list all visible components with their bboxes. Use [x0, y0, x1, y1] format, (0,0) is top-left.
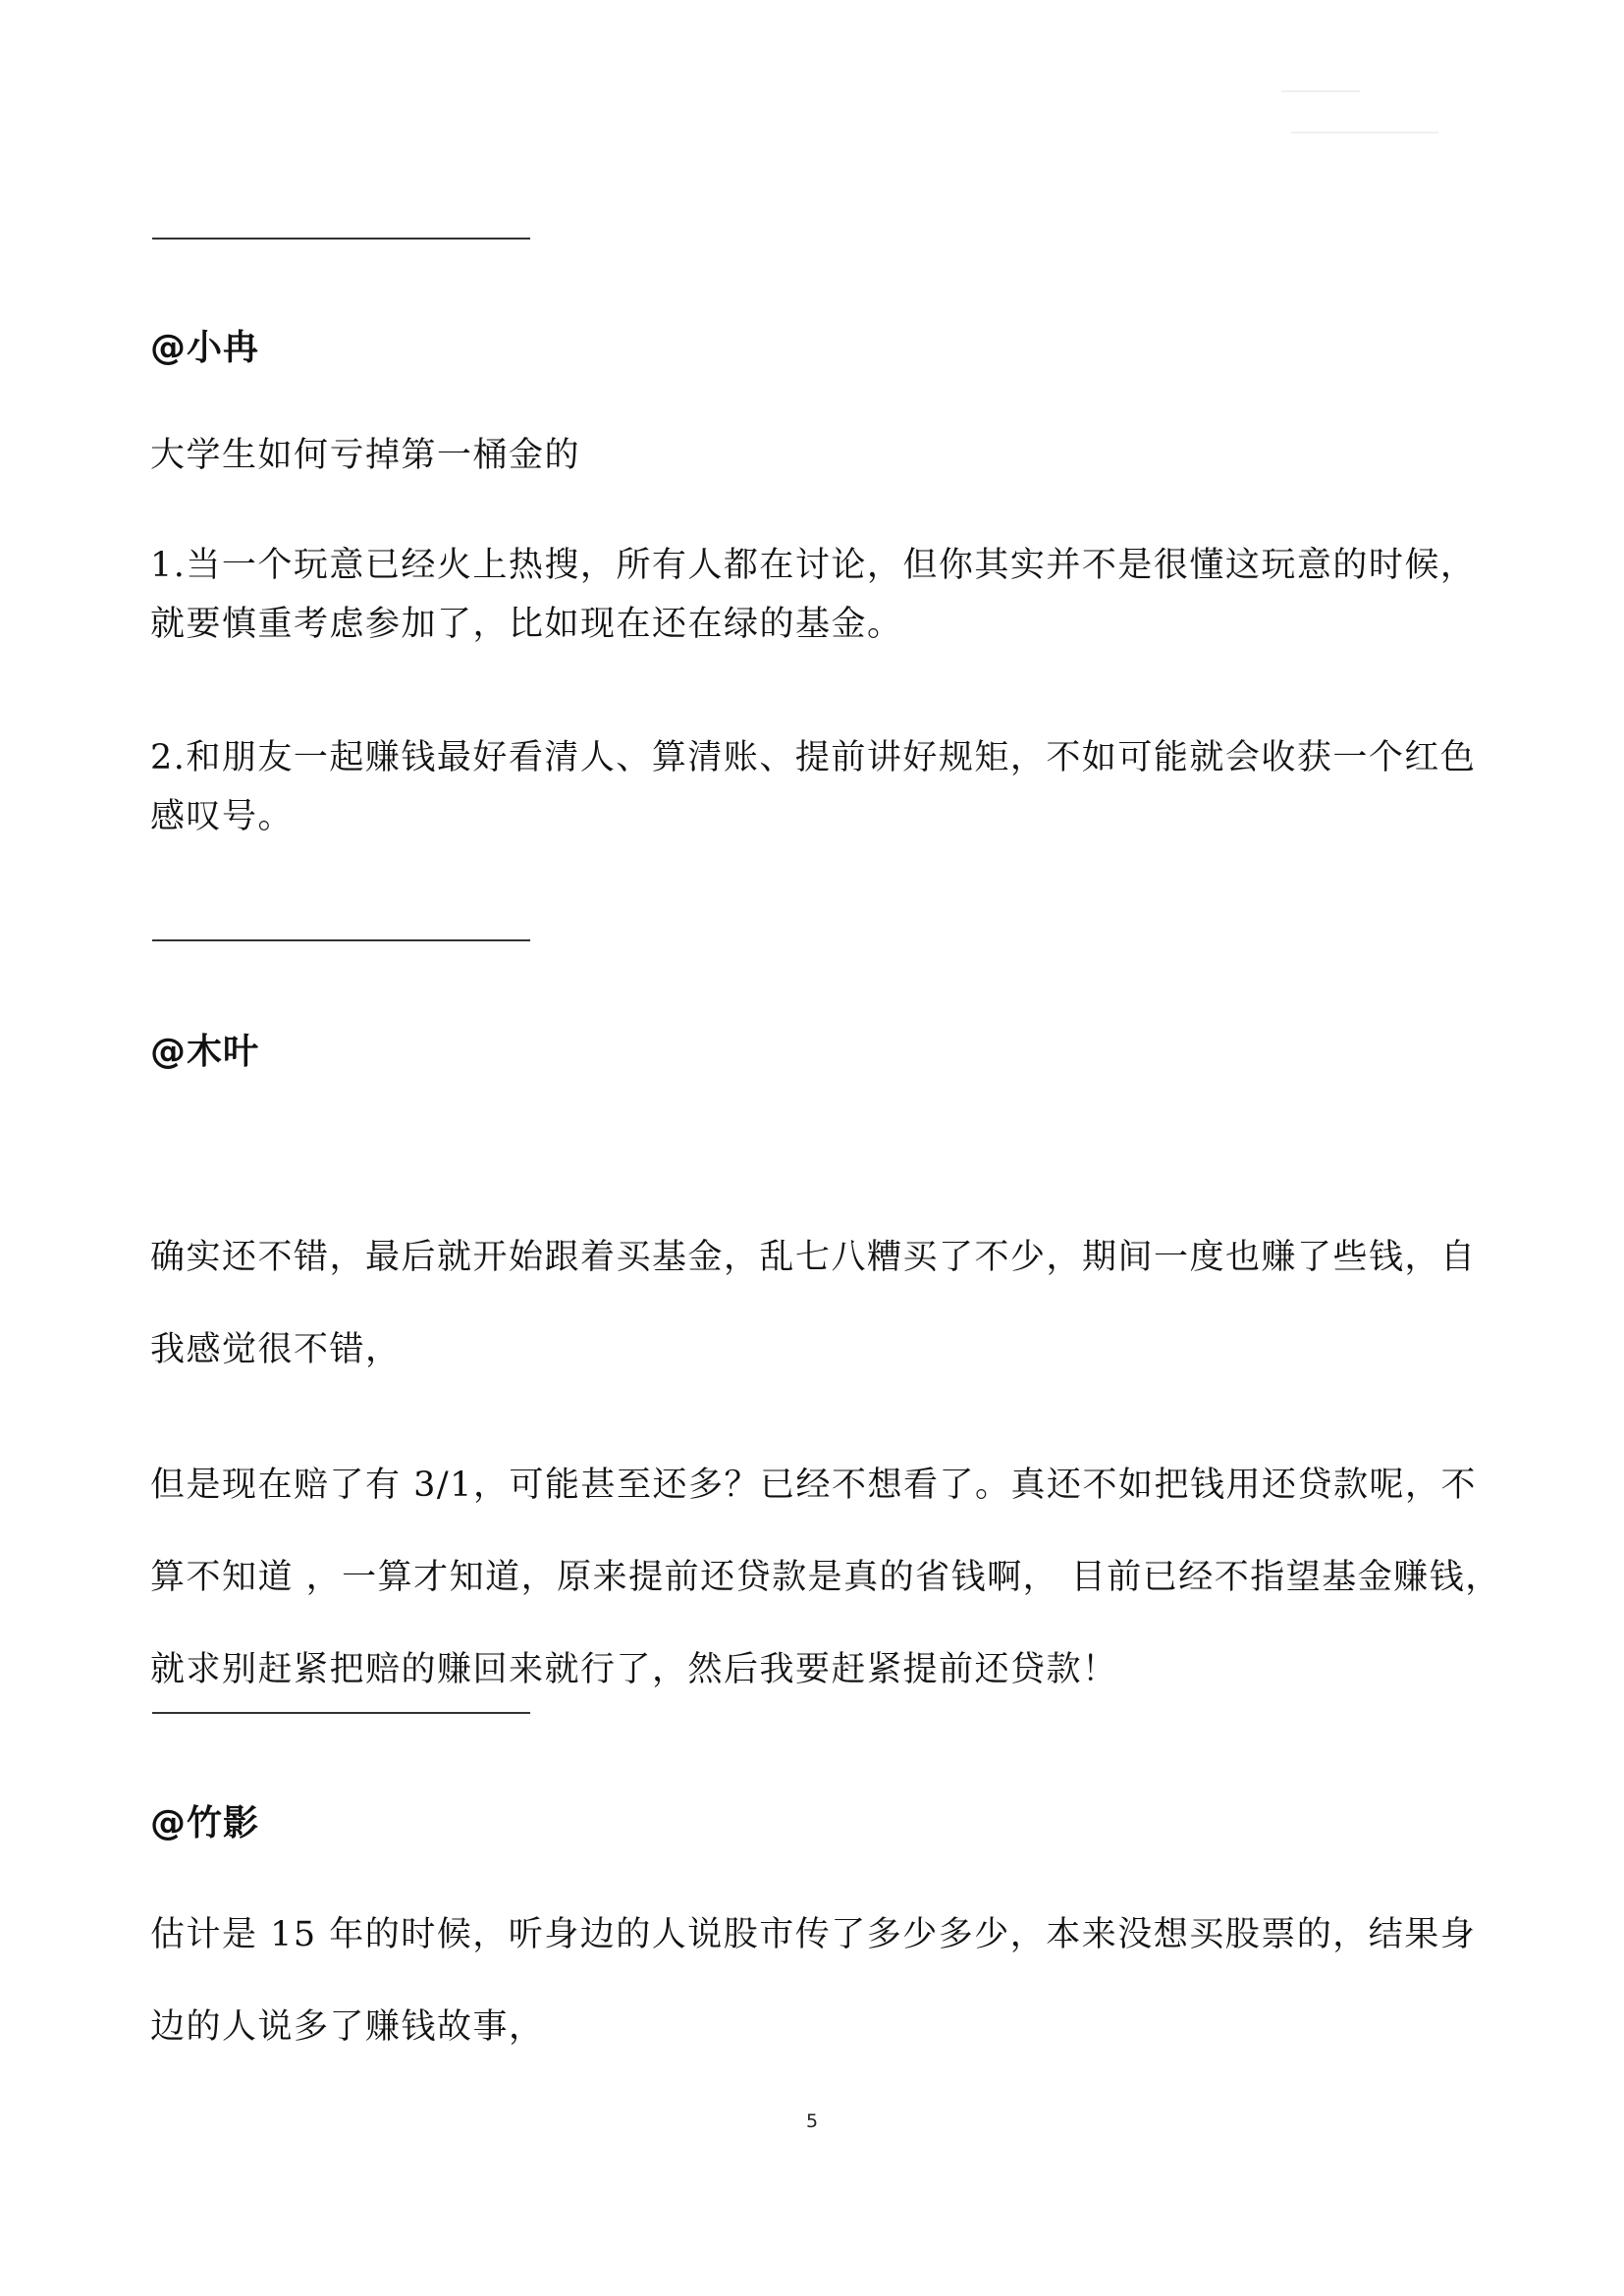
faint-watermark [1272, 83, 1448, 142]
page-number: 5 [805, 2110, 819, 2132]
paragraph: 2.和朋友一起赚钱最好看清人、算清账、提前讲好规矩，不如可能就会收获一个红色感叹号。 [150, 738, 1477, 836]
author-name: @小冉 [150, 328, 260, 368]
section-divider [152, 1712, 530, 1714]
paragraph: 确实还不错，最后就开始跟着买基金，乱七八糟买了不少，期间一度也赚了些钱，自我感觉很不错， [150, 1238, 1477, 1369]
paragraph: 大学生如何亏掉第一桶金的 [150, 436, 581, 475]
author-name: @木叶 [150, 1032, 260, 1072]
section-divider [152, 939, 530, 941]
paragraph: 但是现在赔了有 3/1，可能甚至还多？已经不想看了。真还不如把钱用还贷款呢，不算不知道 ，一算才知道，原来提前还贷款是真的省钱啊， 目前已经不指望基金赚钱，就求别赶紧把赔的赚回来就行了，然后我要赶紧提前还贷款！ [150, 1466, 1501, 1689]
author-name: @竹影 [150, 1803, 260, 1843]
paragraph: 1.当一个玩意已经火上热搜，所有人都在讨论，但你其实并不是很懂这玩意的时候，就要慎重考虑参加了，比如现在还在绿的基金。 [150, 546, 1477, 644]
section-divider [152, 238, 530, 240]
paragraph: 估计是 15 年的时候，听身边的人说股市传了多少多少，本来没想买股票的，结果身边的人说多了赚钱故事， [150, 1915, 1477, 2047]
